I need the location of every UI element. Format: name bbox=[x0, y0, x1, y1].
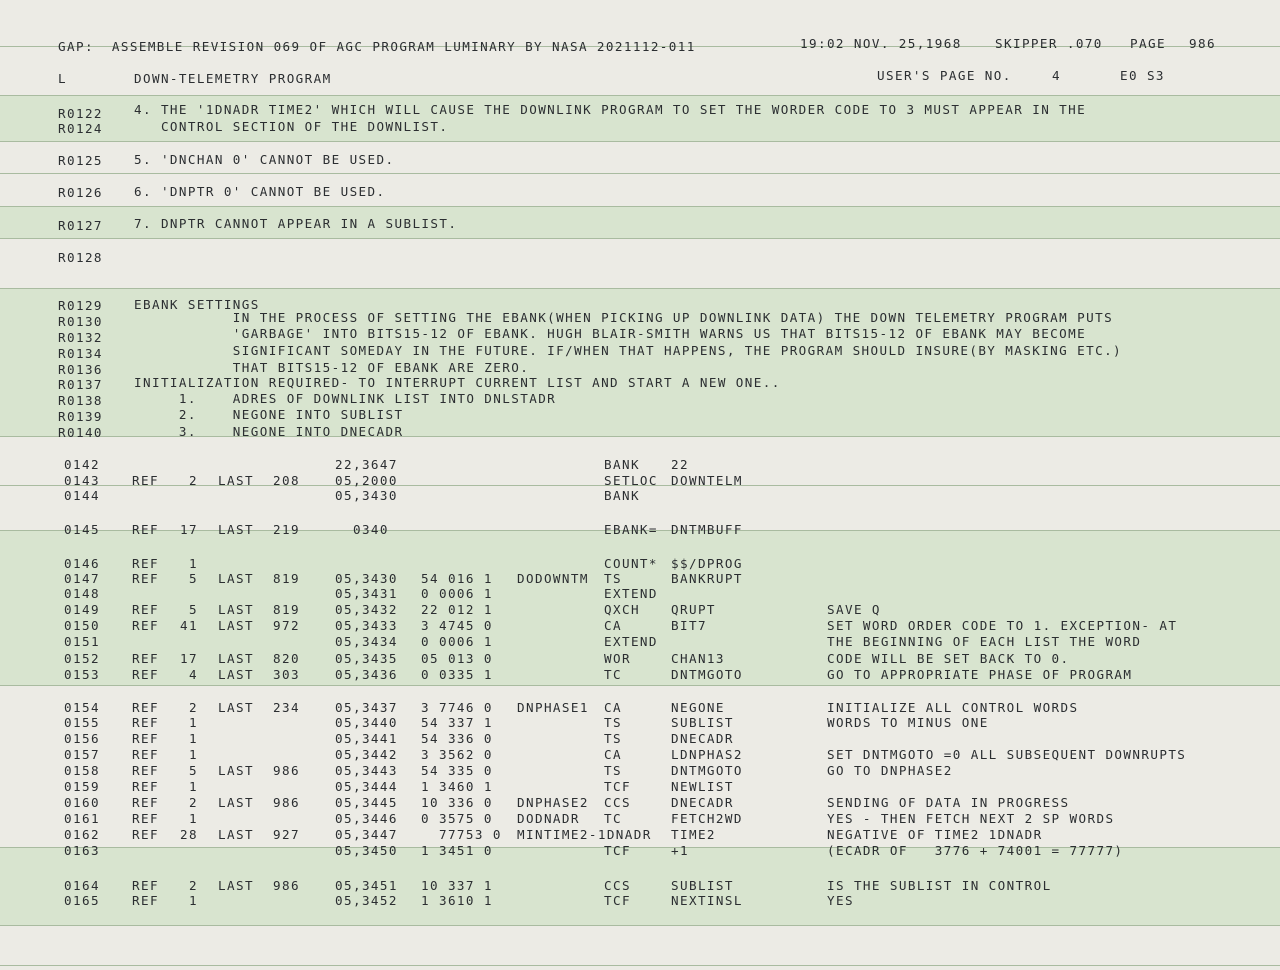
users-page-number: 4 bbox=[1052, 68, 1061, 83]
code-last-page: 819 bbox=[273, 571, 300, 586]
remark-text: 3. NEGONE INTO DNECADR bbox=[134, 424, 404, 439]
remark-text: 'GARBAGE' INTO BITS15-12 OF EBANK. HUGH BLAIR-SMITH WARNS US THAT BITS15-12 OF EBANK MAY BECOME bbox=[134, 326, 1087, 341]
code-last-page: 986 bbox=[273, 763, 300, 778]
remark-id: R0129 bbox=[58, 298, 103, 313]
code-line-number: 0164 bbox=[64, 878, 100, 893]
code-last-page: 986 bbox=[273, 878, 300, 893]
program-title: DOWN-TELEMETRY PROGRAM bbox=[134, 71, 332, 86]
code-last-page: 820 bbox=[273, 651, 300, 666]
code-address: 05,3434 bbox=[335, 634, 398, 649]
remark-text: 7. DNPTR CANNOT APPEAR IN A SUBLIST. bbox=[134, 216, 458, 231]
remark-id: R0137 bbox=[58, 377, 103, 392]
code-last-label: LAST bbox=[218, 795, 254, 810]
code-ref-label: REF bbox=[132, 878, 159, 893]
listing-title: GAP: ASSEMBLE REVISION 069 OF AGC PROGRAM LUMINARY BY NASA 2021112-011 bbox=[58, 39, 696, 54]
code-operand: 22 bbox=[671, 457, 689, 472]
code-address: 05,3433 bbox=[335, 618, 398, 633]
remark-id: R0140 bbox=[58, 425, 103, 440]
page-number: 986 bbox=[1189, 36, 1216, 51]
remark-id: R0126 bbox=[58, 185, 103, 200]
code-operand: NEWLIST bbox=[671, 779, 734, 794]
code-ref-count: 4 bbox=[189, 667, 198, 682]
page-label: PAGE bbox=[1130, 36, 1166, 51]
code-opcode: COUNT* bbox=[604, 556, 658, 571]
code-ref-label: REF bbox=[132, 571, 159, 586]
code-address: 05,3443 bbox=[335, 763, 398, 778]
remark-text: CONTROL SECTION OF THE DOWNLIST. bbox=[134, 119, 449, 134]
code-ref-label: REF bbox=[132, 556, 159, 571]
code-line-number: 0159 bbox=[64, 779, 100, 794]
remark-text: 5. 'DNCHAN 0' CANNOT BE USED. bbox=[134, 152, 395, 167]
code-ref-count: 5 bbox=[189, 602, 198, 617]
code-opcode: BANK bbox=[604, 488, 640, 503]
code-octal: 54 335 0 bbox=[421, 763, 493, 778]
remark-id: R0139 bbox=[58, 409, 103, 424]
code-opcode: TCF bbox=[604, 779, 631, 794]
code-octal: 1 3460 1 bbox=[421, 779, 493, 794]
code-address: 05,3437 bbox=[335, 700, 398, 715]
code-opcode: QXCH bbox=[604, 602, 640, 617]
code-ref-label: REF bbox=[132, 763, 159, 778]
version-label: E0 S3 bbox=[1120, 68, 1165, 83]
code-line-number: 0146 bbox=[64, 556, 100, 571]
remark-text: 6. 'DNPTR 0' CANNOT BE USED. bbox=[134, 184, 386, 199]
code-operand: SUBLIST bbox=[671, 878, 734, 893]
code-line-number: 0158 bbox=[64, 763, 100, 778]
code-line-number: 0144 bbox=[64, 488, 100, 503]
skipper-label: SKIPPER .070 bbox=[995, 36, 1103, 51]
code-ref-label: REF bbox=[132, 602, 159, 617]
code-ref-label: REF bbox=[132, 747, 159, 762]
code-ref-label: REF bbox=[132, 893, 159, 908]
code-address: 05,3431 bbox=[335, 586, 398, 601]
code-ref-label: REF bbox=[132, 811, 159, 826]
code-octal: 54 016 1 bbox=[421, 571, 493, 586]
code-address: 05,3450 bbox=[335, 843, 398, 858]
code-last-label: LAST bbox=[218, 878, 254, 893]
code-comment: GO TO APPROPRIATE PHASE OF PROGRAM bbox=[827, 667, 1133, 682]
code-address: 05,3435 bbox=[335, 651, 398, 666]
code-symbol-label: DNPHASE1 bbox=[517, 700, 589, 715]
code-line-number: 0163 bbox=[64, 843, 100, 858]
code-last-page: 927 bbox=[273, 827, 300, 842]
code-last-page: 234 bbox=[273, 700, 300, 715]
code-operand: FETCH2WD bbox=[671, 811, 743, 826]
code-operand: DNECADR bbox=[671, 795, 734, 810]
code-octal: 0 0006 1 bbox=[421, 586, 493, 601]
remark-text: SIGNIFICANT SOMEDAY IN THE FUTURE. IF/WHEN THAT HAPPENS, THE PROGRAM SHOULD INSURE(BY MASKING ETC.) bbox=[134, 343, 1123, 358]
code-octal: 3 3562 0 bbox=[421, 747, 493, 762]
code-operand: CHAN13 bbox=[671, 651, 725, 666]
code-opcode: TS bbox=[604, 715, 622, 730]
code-comment: YES - THEN FETCH NEXT 2 SP WORDS bbox=[827, 811, 1115, 826]
code-ref-label: REF bbox=[132, 779, 159, 794]
code-comment: NEGATIVE OF TIME2 1DNADR bbox=[827, 827, 1043, 842]
remark-text: THAT BITS15-12 OF EBANK ARE ZERO. bbox=[134, 360, 530, 375]
code-comment: SET DNTMGOTO =0 ALL SUBSEQUENT DOWNRUPTS bbox=[827, 747, 1187, 762]
line-marker: L bbox=[58, 71, 67, 86]
code-address: 05,3452 bbox=[335, 893, 398, 908]
code-octal: 3 7746 0 bbox=[421, 700, 493, 715]
code-address: 05,3451 bbox=[335, 878, 398, 893]
code-line-number: 0143 bbox=[64, 473, 100, 488]
code-line-number: 0157 bbox=[64, 747, 100, 762]
code-ref-label: REF bbox=[132, 731, 159, 746]
code-line-number: 0154 bbox=[64, 700, 100, 715]
code-address: 05,2000 bbox=[335, 473, 398, 488]
code-line-number: 0142 bbox=[64, 457, 100, 472]
code-address: 0340 bbox=[335, 522, 389, 537]
code-ref-count: 1 bbox=[189, 715, 198, 730]
code-line-number: 0165 bbox=[64, 893, 100, 908]
remark-text: INITIALIZATION REQUIRED- TO INTERRUPT CURRENT LIST AND START A NEW ONE.. bbox=[134, 375, 781, 390]
code-ref-label: REF bbox=[132, 651, 159, 666]
code-opcode: EXTEND bbox=[604, 634, 658, 649]
code-ref-count: 1 bbox=[189, 556, 198, 571]
code-operand: QRUPT bbox=[671, 602, 716, 617]
remark-id: R0130 bbox=[58, 314, 103, 329]
code-last-page: 208 bbox=[273, 473, 300, 488]
code-comment: (ECADR OF 3776 + 74001 = 77777) bbox=[827, 843, 1124, 858]
paper-rule bbox=[0, 206, 1280, 207]
code-operand: LDNPHAS2 bbox=[671, 747, 743, 762]
code-ref-label: REF bbox=[132, 700, 159, 715]
code-ref-label: REF bbox=[132, 795, 159, 810]
code-opcode: TS bbox=[604, 763, 622, 778]
code-ref-label: REF bbox=[132, 827, 159, 842]
code-opcode: EBANK= bbox=[604, 522, 658, 537]
code-comment: INITIALIZE ALL CONTROL WORDS bbox=[827, 700, 1079, 715]
code-last-label: LAST bbox=[218, 651, 254, 666]
code-address: 05,3444 bbox=[335, 779, 398, 794]
code-opcode: CA bbox=[604, 747, 622, 762]
code-address: 22,3647 bbox=[335, 457, 398, 472]
code-ref-count: 2 bbox=[189, 473, 198, 488]
code-last-page: 986 bbox=[273, 795, 300, 810]
code-octal: 0 0335 1 bbox=[421, 667, 493, 682]
code-octal: 10 337 1 bbox=[421, 878, 493, 893]
remark-id: R0122 bbox=[58, 106, 103, 121]
code-octal: 1 3610 1 bbox=[421, 893, 493, 908]
paper-rule bbox=[0, 238, 1280, 239]
code-octal: 77753 0 bbox=[421, 827, 502, 842]
code-ref-count: 2 bbox=[189, 795, 198, 810]
code-operand: SUBLIST bbox=[671, 715, 734, 730]
remark-text: 2. NEGONE INTO SUBLIST bbox=[134, 407, 404, 422]
code-ref-label: REF bbox=[132, 667, 159, 682]
code-line-number: 0148 bbox=[64, 586, 100, 601]
code-line-number: 0153 bbox=[64, 667, 100, 682]
remark-text: IN THE PROCESS OF SETTING THE EBANK(WHEN PICKING UP DOWNLINK DATA) THE DOWN TELEMETRY PROGRAM PUTS bbox=[134, 310, 1114, 325]
code-ref-count: 5 bbox=[189, 763, 198, 778]
code-last-page: 972 bbox=[273, 618, 300, 633]
code-line-number: 0150 bbox=[64, 618, 100, 633]
code-operand: DOWNTELM bbox=[671, 473, 743, 488]
code-comment: GO TO DNPHASE2 bbox=[827, 763, 953, 778]
code-line-number: 0155 bbox=[64, 715, 100, 730]
code-last-label: LAST bbox=[218, 618, 254, 633]
code-octal: 0 0006 1 bbox=[421, 634, 493, 649]
code-operand: +1 bbox=[671, 843, 689, 858]
code-ref-count: 1 bbox=[189, 811, 198, 826]
remark-id: R0125 bbox=[58, 153, 103, 168]
code-comment: YES bbox=[827, 893, 854, 908]
code-last-label: LAST bbox=[218, 763, 254, 778]
code-last-page: 303 bbox=[273, 667, 300, 682]
code-octal: 10 336 0 bbox=[421, 795, 493, 810]
code-operand: BIT7 bbox=[671, 618, 707, 633]
code-address: 05,3432 bbox=[335, 602, 398, 617]
code-operand: DNTMGOTO bbox=[671, 667, 743, 682]
code-comment: SENDING OF DATA IN PROGRESS bbox=[827, 795, 1070, 810]
code-opcode: TS bbox=[604, 571, 622, 586]
code-address: 05,3440 bbox=[335, 715, 398, 730]
code-last-label: LAST bbox=[218, 473, 254, 488]
code-last-page: 819 bbox=[273, 602, 300, 617]
code-last-label: LAST bbox=[218, 700, 254, 715]
code-opcode: CA bbox=[604, 618, 622, 633]
code-octal: 3 4745 0 bbox=[421, 618, 493, 633]
code-address: 05,3441 bbox=[335, 731, 398, 746]
code-operand: DNTMGOTO bbox=[671, 763, 743, 778]
remark-text: 1. ADRES OF DOWNLINK LIST INTO DNLSTADR bbox=[134, 391, 557, 406]
code-octal: 1 3451 0 bbox=[421, 843, 493, 858]
listing-timestamp: 19:02 NOV. 25,1968 bbox=[800, 36, 962, 51]
remark-id: R0138 bbox=[58, 393, 103, 408]
code-symbol-label: MINTIME2-1DNADR bbox=[517, 827, 652, 842]
code-comment: THE BEGINNING OF EACH LIST THE WORD bbox=[827, 634, 1142, 649]
code-comment: SET WORD ORDER CODE TO 1. EXCEPTION- AT bbox=[827, 618, 1178, 633]
paper-rule bbox=[0, 288, 1280, 289]
code-ref-count: 1 bbox=[189, 779, 198, 794]
paper-rule bbox=[0, 95, 1280, 96]
code-opcode: CCS bbox=[604, 795, 631, 810]
code-comment: IS THE SUBLIST IN CONTROL bbox=[827, 878, 1052, 893]
code-operand: NEXTINSL bbox=[671, 893, 743, 908]
code-address: 05,3446 bbox=[335, 811, 398, 826]
code-comment: SAVE Q bbox=[827, 602, 881, 617]
remark-id: R0127 bbox=[58, 218, 103, 233]
code-opcode: SETLOC bbox=[604, 473, 658, 488]
code-opcode: BANK bbox=[604, 457, 640, 472]
users-page-label: USER'S PAGE NO. bbox=[877, 68, 1012, 83]
code-ref-label: REF bbox=[132, 473, 159, 488]
remark-id: R0132 bbox=[58, 330, 103, 345]
code-ref-label: REF bbox=[132, 522, 159, 537]
code-octal: 0 3575 0 bbox=[421, 811, 493, 826]
code-line-number: 0162 bbox=[64, 827, 100, 842]
code-ref-label: REF bbox=[132, 715, 159, 730]
remark-text: 4. THE '1DNADR TIME2' WHICH WILL CAUSE THE DOWNLINK PROGRAM TO SET THE WORDER CODE TO 3 MUST APPEAR IN THE bbox=[134, 102, 1087, 117]
code-address: 05,3436 bbox=[335, 667, 398, 682]
code-ref-count: 2 bbox=[189, 700, 198, 715]
code-comment: CODE WILL BE SET BACK TO 0. bbox=[827, 651, 1070, 666]
code-line-number: 0152 bbox=[64, 651, 100, 666]
code-octal: 54 336 0 bbox=[421, 731, 493, 746]
code-last-page: 219 bbox=[273, 522, 300, 537]
code-opcode: CA bbox=[604, 700, 622, 715]
code-line-number: 0151 bbox=[64, 634, 100, 649]
code-address: 05,3430 bbox=[335, 488, 398, 503]
code-ref-count: 1 bbox=[189, 893, 198, 908]
code-last-label: LAST bbox=[218, 571, 254, 586]
code-ref-count: 17 bbox=[180, 522, 198, 537]
code-opcode: TCF bbox=[604, 893, 631, 908]
paper-rule bbox=[0, 965, 1280, 966]
code-address: 05,3430 bbox=[335, 571, 398, 586]
code-operand: DNECADR bbox=[671, 731, 734, 746]
code-line-number: 0149 bbox=[64, 602, 100, 617]
code-opcode: TS bbox=[604, 731, 622, 746]
paper-rule bbox=[0, 685, 1280, 686]
code-line-number: 0145 bbox=[64, 522, 100, 537]
code-address: 05,3445 bbox=[335, 795, 398, 810]
code-ref-label: REF bbox=[132, 618, 159, 633]
code-ref-count: 2 bbox=[189, 878, 198, 893]
code-opcode: TC bbox=[604, 667, 622, 682]
code-ref-count: 1 bbox=[189, 747, 198, 762]
code-ref-count: 5 bbox=[189, 571, 198, 586]
paper-rule bbox=[0, 141, 1280, 142]
code-address: 05,3447 bbox=[335, 827, 398, 842]
code-line-number: 0161 bbox=[64, 811, 100, 826]
code-line-number: 0156 bbox=[64, 731, 100, 746]
remark-id: R0128 bbox=[58, 250, 103, 265]
code-comment: WORDS TO MINUS ONE bbox=[827, 715, 989, 730]
code-last-label: LAST bbox=[218, 827, 254, 842]
code-ref-count: 17 bbox=[180, 651, 198, 666]
code-symbol-label: DODOWNTM bbox=[517, 571, 589, 586]
code-opcode: TC bbox=[604, 811, 622, 826]
code-opcode: EXTEND bbox=[604, 586, 658, 601]
code-last-label: LAST bbox=[218, 602, 254, 617]
code-opcode: WOR bbox=[604, 651, 631, 666]
code-ref-count: 1 bbox=[189, 731, 198, 746]
remark-id: R0124 bbox=[58, 121, 103, 136]
code-ref-count: 28 bbox=[180, 827, 198, 842]
code-last-label: LAST bbox=[218, 522, 254, 537]
code-symbol-label: DNPHASE2 bbox=[517, 795, 589, 810]
code-operand: TIME2 bbox=[671, 827, 716, 842]
code-symbol-label: DODNADR bbox=[517, 811, 580, 826]
code-octal: 22 012 1 bbox=[421, 602, 493, 617]
code-octal: 05 013 0 bbox=[421, 651, 493, 666]
code-line-number: 0160 bbox=[64, 795, 100, 810]
code-operand: BANKRUPT bbox=[671, 571, 743, 586]
remark-id: R0134 bbox=[58, 346, 103, 361]
code-octal: 54 337 1 bbox=[421, 715, 493, 730]
remark-id: R0136 bbox=[58, 362, 103, 377]
remark-text: EBANK SETTINGS bbox=[134, 297, 260, 312]
code-line-number: 0147 bbox=[64, 571, 100, 586]
code-operand: NEGONE bbox=[671, 700, 725, 715]
code-address: 05,3442 bbox=[335, 747, 398, 762]
code-operand: DNTMBUFF bbox=[671, 522, 743, 537]
code-ref-count: 41 bbox=[180, 618, 198, 633]
code-opcode: TCF bbox=[604, 843, 631, 858]
paper-rule bbox=[0, 173, 1280, 174]
code-last-label: LAST bbox=[218, 667, 254, 682]
code-opcode: CCS bbox=[604, 878, 631, 893]
paper-rule bbox=[0, 925, 1280, 926]
code-operand: $$/DPROG bbox=[671, 556, 743, 571]
